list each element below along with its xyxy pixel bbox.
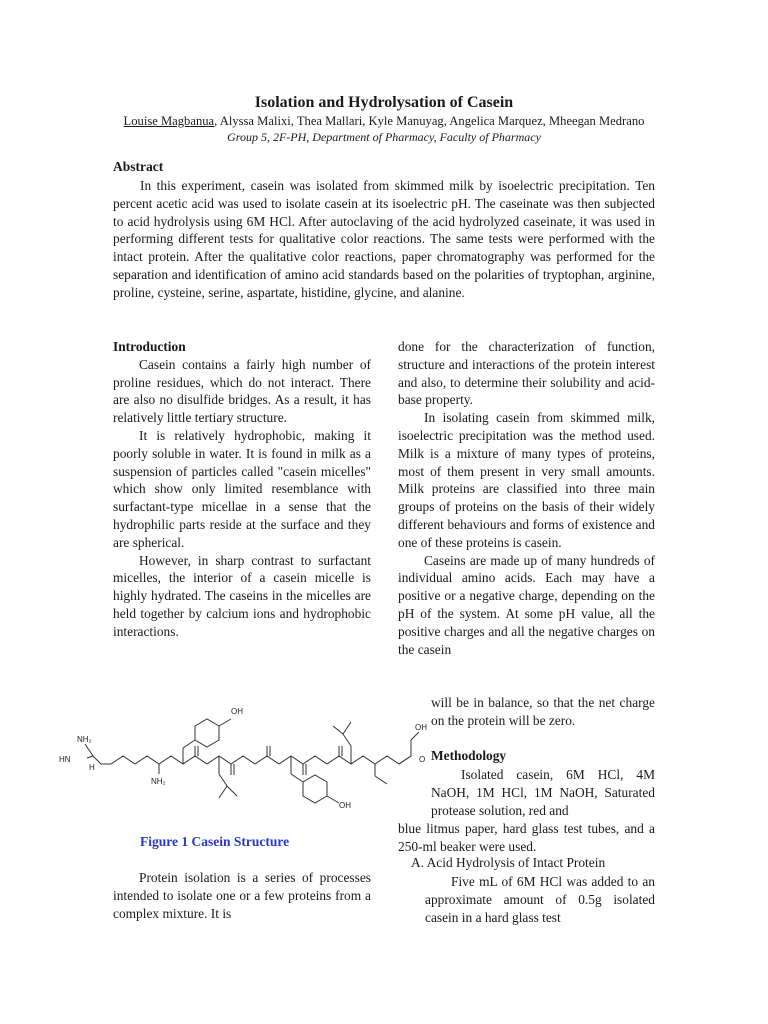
paper-title: Isolation and Hydrolysation of Casein [254,94,514,111]
casein-structure-figure [55,700,430,830]
label-nh2-top: NH₂ [77,735,92,744]
methodology-heading: Methodology [431,748,507,763]
intro-paragraph-1: Casein contains a fairly high number of proline residues, which do not interact. There are also no disulfide bridges. As a result, it has relatively little tertiary structure. [113,356,371,426]
abstract-heading: Abstract [113,159,164,174]
methodology-paragraph-3: Five mL of 6M HCl was added to an approximate amount of 0.5g isolated casein in a hard glass test [425,874,655,925]
methodology-paragraph-2: blue litmus paper, hard glass test tubes, and a 250-ml beaker were used. [398,821,655,854]
right-paragraph-3-tail: will be in balance, so that the net charge on the protein will be zero. [431,695,655,728]
protein-isolation-paragraph: Protein isolation is a series of processes intended to isolate one or a few proteins from a complex mixture. It is [113,870,371,921]
label-h: H [89,763,95,772]
label-oh-bottom: OH [339,801,351,810]
introduction-heading: Introduction [113,339,186,354]
right-paragraph-1: done for the characterization of function, structure and interactions of the protein interest and also, to determine their solubility and acid-base property. [398,339,655,408]
abstract-text: In this experiment, casein was isolated from skimmed milk by isoelectric precipitation. Ten percent acetic acid was used to isolate casein at its isoelectric pH. The caseinate was then subjected to acid hydrolysis using 6M HCl. After autoclaving of the acid hydrolyzed caseinate, it was used in performing different tests for qualitative color reactions. The same tests were performed with the intact protein. After the qualitative color reactions, paper chromatography was performed for the separation and identification of amino acid standards based on the polarities of tryptophan, arginine, proline, cysteine, serine, aspartate, histidine, glycine, and alanine. [113,178,655,300]
other-authors: , Alyssa Malixi, Thea Mallari, Kyle Manuyag, Angelica Marquez, Mheegan Medrano [214,114,645,128]
left-column [113,338,371,641]
label-nh2-bottom: NH₂ [151,777,166,786]
affiliation: Group 5, 2F-PH, Department of Pharmacy, Faculty of Pharmacy [227,130,541,144]
label-oh-top: OH [231,707,243,716]
methodology-subheading: A. Acid Hydrolysis of Intact Protein [411,855,606,870]
intro-paragraph-2: It is relatively hydrophobic, making it poorly soluble in water. It is found in milk as a suspension of particles called "casein micelles" which show only limited resemblance with surfactant-type micellae in a sense that the hydrophilic parts reside at the surface and they are spherical. [113,427,371,550]
label-o: O [419,755,426,764]
right-column [398,338,655,658]
methodology-paragraph-1: Isolated casein, 6M HCl, 4M NaOH, 1M HCl, 1M NaOH, Saturated protease solution, red and [431,767,655,818]
first-author: Louise Magbanua [123,114,215,128]
figure-caption: Figure 1 Casein Structure [140,834,290,849]
intro-paragraph-3: However, in sharp contrast to surfactant micelles, the interior of a casein micelle is highly hydrated. The caseins in the micelles are held together by calcium ions and hydrophobic interactions. [113,552,371,639]
label-hn: HN [59,755,71,764]
label-oh-acid: OH [415,723,427,732]
author-list [0,114,768,129]
right-paragraph-2: In isolating casein from skimmed milk, isoelectric precipitation was the method used. Milk is a mixture of many types of proteins, most of them present in very small amounts. Milk proteins are classified into three main groups of proteins on the basis of their widely different behaviours and forms of existence and one of these proteins is casein. [398,410,655,550]
right-paragraph-3: Caseins are made up of many hundreds of individual amino acids. Each may have a positive or a negative charge, depending on the pH of the system. At some pH value, all the positive charges and all the negative charges on the casein [398,552,655,657]
